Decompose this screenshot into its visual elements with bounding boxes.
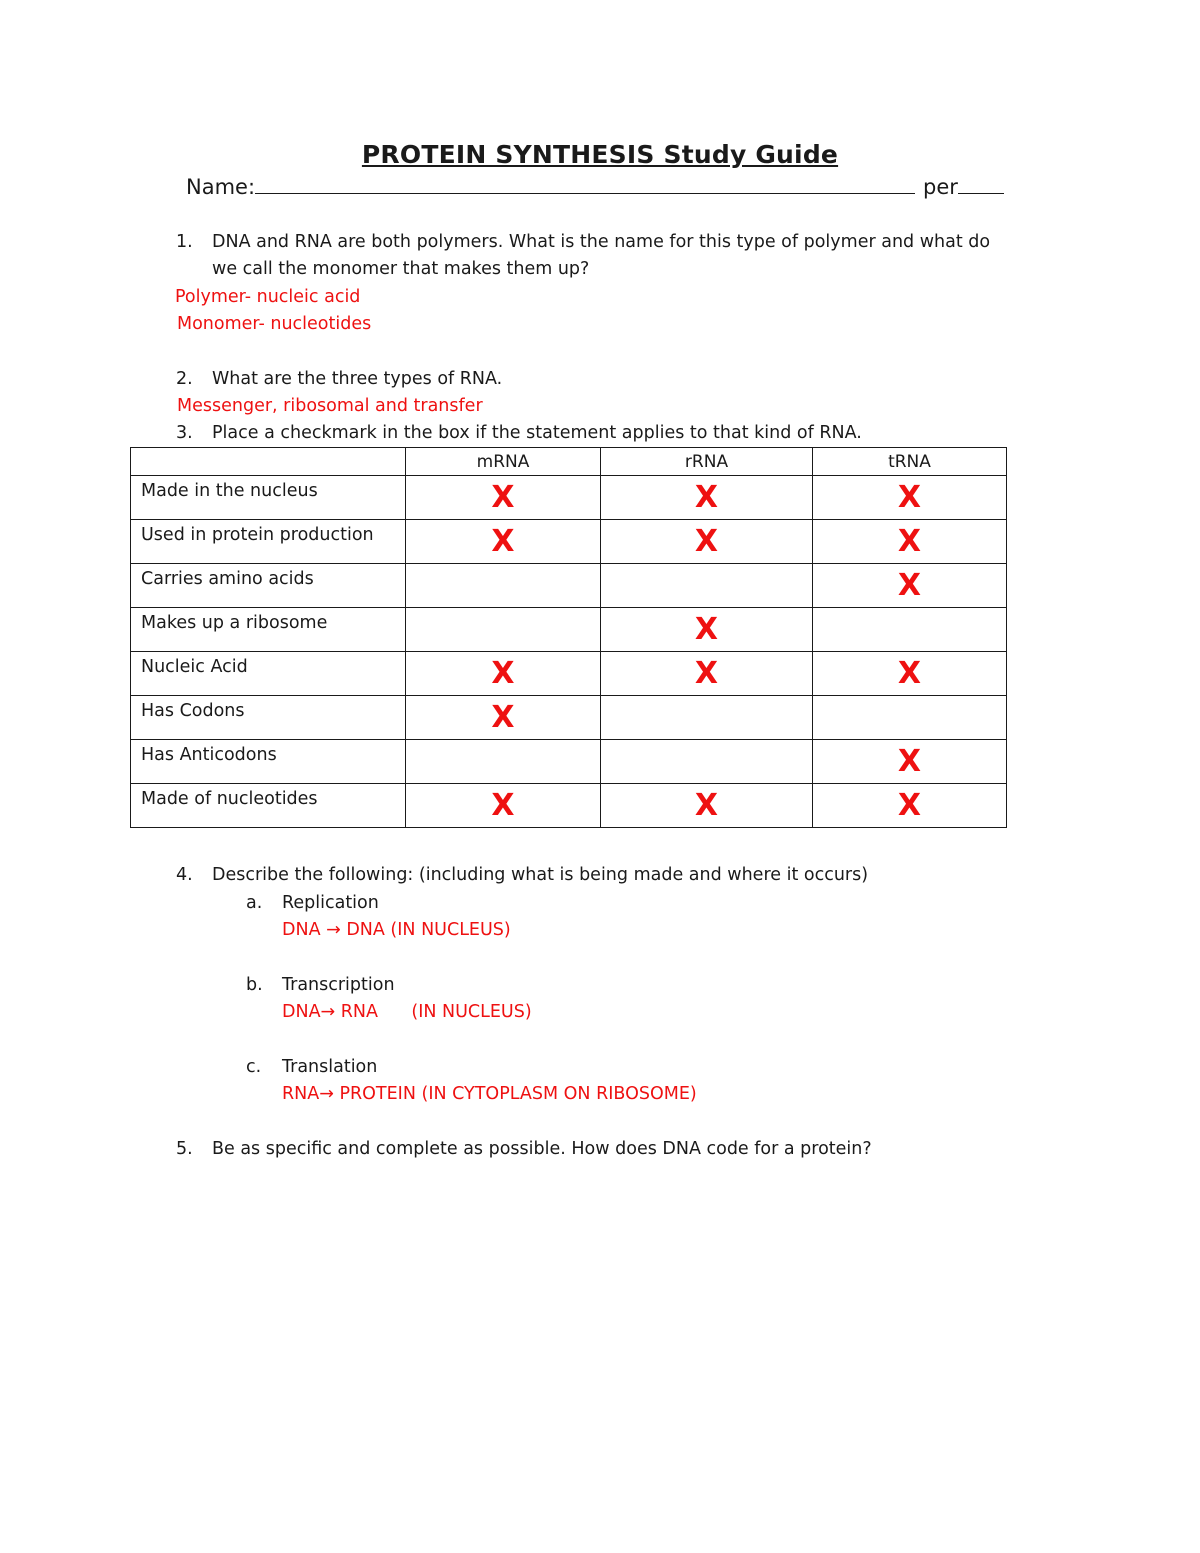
mark-cell: X	[813, 520, 1007, 564]
answer-transcription: DNA→ RNA (IN NUCLEUS)	[282, 1002, 532, 1022]
mark-cell	[601, 696, 813, 740]
mark-cell: X	[601, 652, 813, 696]
question-5	[176, 1136, 872, 1163]
table-row	[131, 608, 1007, 652]
row-label: Has Codons	[131, 696, 406, 740]
row-label: Made of nucleotides	[131, 784, 406, 828]
sub-item-transcription	[246, 972, 395, 999]
sub-item-replication	[246, 890, 379, 917]
mark-cell	[406, 608, 601, 652]
mark-cell	[601, 564, 813, 608]
answer-replication: DNA → DNA (IN NUCLEUS)	[282, 920, 511, 940]
question-1-line-2: we call the monomer that makes them up?	[212, 259, 590, 279]
mark-cell: X	[601, 784, 813, 828]
row-label: Makes up a ribosome	[131, 608, 406, 652]
mark-cell: X	[406, 696, 601, 740]
table-row	[131, 784, 1007, 828]
question-3	[176, 420, 862, 447]
mark-cell: X	[406, 784, 601, 828]
answer-1-polymer: Polymer- nucleic acid	[175, 287, 361, 307]
page-title: PROTEIN SYNTHESIS Study Guide	[361, 140, 839, 169]
question-1	[176, 229, 990, 256]
mark-cell: X	[601, 520, 813, 564]
table-row	[131, 520, 1007, 564]
mark-cell: X	[406, 476, 601, 520]
table-row	[131, 476, 1007, 520]
table-header-rrna: rRNA	[601, 448, 813, 476]
sub-item-label: Transcription	[282, 975, 395, 995]
table-row	[131, 652, 1007, 696]
name-blank	[255, 173, 915, 194]
row-label: Used in protein production	[131, 520, 406, 564]
mark-cell: X	[813, 652, 1007, 696]
row-label: Nucleic Acid	[131, 652, 406, 696]
mark-cell: X	[406, 652, 601, 696]
question-4	[176, 862, 868, 889]
table-row	[131, 696, 1007, 740]
sub-item-label: Replication	[282, 893, 379, 913]
answer-1-monomer: Monomer- nucleotides	[177, 314, 372, 334]
question-number: 5.	[176, 1139, 193, 1159]
rna-type-table	[130, 447, 1007, 828]
sub-item-letter: a.	[246, 893, 263, 913]
sub-item-translation	[246, 1054, 377, 1081]
mark-cell: X	[406, 520, 601, 564]
name-label: Name:	[186, 175, 256, 199]
sub-item-letter: b.	[246, 975, 263, 995]
mark-cell	[813, 608, 1007, 652]
question-4-text: Describe the following: (including what is being made and where it occurs)	[212, 865, 869, 885]
question-2	[176, 366, 502, 393]
mark-cell: X	[813, 740, 1007, 784]
question-number: 4.	[176, 865, 193, 885]
period-label: per	[923, 175, 958, 199]
mark-cell	[406, 740, 601, 784]
row-label: Has Anticodons	[131, 740, 406, 784]
table-header-trna: tRNA	[813, 448, 1007, 476]
table-row	[131, 740, 1007, 784]
mark-cell: X	[813, 476, 1007, 520]
answer-2: Messenger, ribosomal and transfer	[177, 396, 483, 416]
sub-item-label: Translation	[282, 1057, 378, 1077]
mark-cell: X	[813, 784, 1007, 828]
question-number: 1.	[176, 232, 193, 252]
table-header-mrna: mRNA	[406, 448, 601, 476]
mark-cell	[406, 564, 601, 608]
mark-cell: X	[601, 608, 813, 652]
question-3-text: Place a checkmark in the box if the statement applies to that kind of RNA.	[212, 423, 862, 443]
question-number: 2.	[176, 369, 193, 389]
table-header-empty	[131, 448, 406, 476]
table-row	[131, 564, 1007, 608]
mark-cell	[813, 696, 1007, 740]
period-blank	[958, 173, 1004, 194]
mark-cell: X	[813, 564, 1007, 608]
answer-translation: RNA→ PROTEIN (IN CYTOPLASM ON RIBOSOME)	[282, 1084, 697, 1104]
question-2-text: What are the three types of RNA.	[212, 369, 503, 389]
row-label: Made in the nucleus	[131, 476, 406, 520]
table-header-row	[131, 448, 1007, 476]
mark-cell	[601, 740, 813, 784]
question-number: 3.	[176, 423, 193, 443]
question-1-line-1: DNA and RNA are both polymers. What is the name for this type of polymer and what do	[212, 232, 991, 252]
question-5-text: Be as specific and complete as possible. How does DNA code for a protein?	[212, 1139, 872, 1159]
sub-item-letter: c.	[246, 1057, 262, 1077]
mark-cell: X	[601, 476, 813, 520]
row-label: Carries amino acids	[131, 564, 406, 608]
name-period-line	[186, 173, 1004, 199]
